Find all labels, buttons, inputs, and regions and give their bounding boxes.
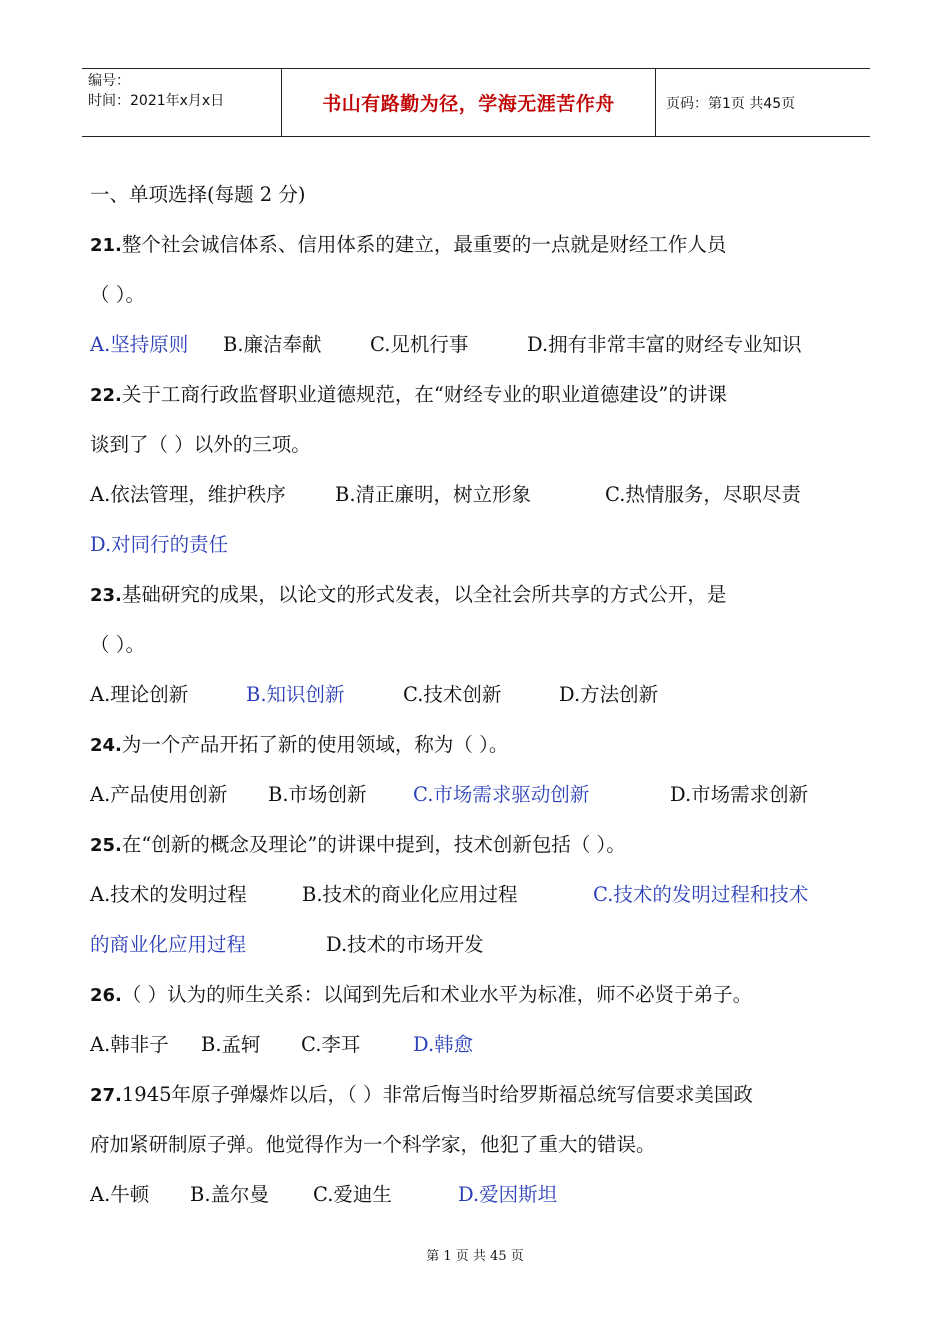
header-page-info: 页码：第1页 共45页	[666, 95, 796, 112]
option-b: B.孟轲	[201, 1033, 261, 1056]
question-26	[90, 970, 870, 1020]
question-27-cont: 府加紧研制原子弹。他觉得作为一个科学家，他犯了重大的错误。	[90, 1133, 656, 1156]
option-a: A.产品使用创新	[90, 783, 228, 806]
question-number: 21.	[90, 235, 122, 256]
option-b: B.市场创新	[268, 783, 367, 806]
question-23-cont: （ ）。	[90, 633, 145, 656]
option-d: D.市场需求创新	[670, 783, 809, 806]
option-c: C.爱迪生	[313, 1183, 392, 1206]
document-body	[90, 170, 870, 1220]
question-21	[90, 220, 870, 270]
page-header	[82, 68, 870, 137]
option-c: C.李耳	[301, 1033, 361, 1056]
question-21-cont: （ ）。	[90, 283, 145, 306]
option-a: A.依法管理，维护秩序	[90, 483, 286, 506]
option-b: B.知识创新	[246, 683, 345, 706]
question-text: （ ）认为的师生关系：以闻到先后和术业水平为标准，师不必贤于弟子。	[121, 983, 753, 1006]
option-d: D.韩愈	[413, 1033, 474, 1056]
question-25	[90, 820, 870, 870]
header-meta	[82, 69, 282, 136]
header-motto: 书山有路勤为径，学海无涯苦作舟	[322, 93, 615, 115]
section-title: 一、单项选择(每题 2 分)	[90, 183, 306, 206]
question-27	[90, 1070, 870, 1120]
question-text: 1945年原子弹爆炸以后，（ ）非常后悔当时给罗斯福总统写信要求美国政	[121, 1083, 753, 1106]
question-23-options	[90, 670, 870, 720]
option-c: C.技术的发明过程和技术	[593, 883, 809, 906]
question-text: 基础研究的成果，以论文的形式发表，以全社会所共享的方式公开，是	[121, 583, 727, 606]
question-23	[90, 570, 870, 620]
question-number: 24.	[90, 735, 122, 756]
question-26-options	[90, 1020, 870, 1070]
option-b: B.清正廉明，树立形象	[335, 483, 532, 506]
question-text: 在“创新的概念及理论”的讲课中提到，技术创新包括（ ）。	[121, 833, 626, 856]
header-motto-cell	[282, 69, 656, 136]
question-text: 为一个产品开拓了新的使用领域，称为（ ）。	[121, 733, 509, 756]
option-a: A.理论创新	[90, 683, 189, 706]
header-time: 时间：2021年x月x日	[88, 93, 225, 109]
question-27-options	[90, 1170, 870, 1220]
option-d: D.对同行的责任	[90, 533, 229, 556]
option-c: C.技术创新	[403, 683, 502, 706]
question-number: 25.	[90, 835, 122, 856]
question-22	[90, 370, 870, 420]
option-d: D.拥有非常丰富的财经专业知识	[527, 333, 802, 356]
option-a: A.坚持原则	[90, 333, 189, 356]
option-d: D.爱因斯坦	[458, 1183, 558, 1206]
option-c: C.市场需求驱动创新	[413, 783, 590, 806]
header-number: 编号：	[88, 73, 130, 89]
question-text: 关于工商行政监督职业道德规范，在“财经专业的职业道德建设”的讲课	[121, 383, 727, 406]
question-number: 27.	[90, 1085, 122, 1106]
question-25-options-cont	[90, 920, 870, 970]
question-24	[90, 720, 870, 770]
option-c: C.热情服务，尽职尽责	[605, 483, 801, 506]
option-b: B.盖尔曼	[190, 1183, 270, 1206]
question-22-options	[90, 470, 870, 520]
option-a: A.韩非子	[90, 1033, 169, 1056]
option-c: C.见机行事	[370, 333, 469, 356]
question-number: 23.	[90, 585, 122, 606]
option-d: D.技术的市场开发	[326, 933, 484, 956]
question-number: 22.	[90, 385, 122, 406]
page-footer: 第 1 页 共 45 页	[426, 1249, 524, 1264]
option-d: D.方法创新	[559, 683, 659, 706]
question-22-cont: 谈到了（ ）以外的三项。	[90, 433, 311, 456]
option-a: A.技术的发明过程	[90, 883, 247, 906]
question-number: 26.	[90, 985, 122, 1006]
option-a: A.牛顿	[90, 1183, 150, 1206]
option-b: B.技术的商业化应用过程	[302, 883, 518, 906]
question-21-options	[90, 320, 870, 370]
question-24-options	[90, 770, 870, 820]
question-25-options	[90, 870, 870, 920]
option-c-cont: 的商业化应用过程	[90, 933, 247, 956]
option-b: B.廉洁奉献	[223, 333, 322, 356]
question-text: 整个社会诚信体系、信用体系的建立，最重要的一点就是财经工作人员	[121, 233, 727, 256]
